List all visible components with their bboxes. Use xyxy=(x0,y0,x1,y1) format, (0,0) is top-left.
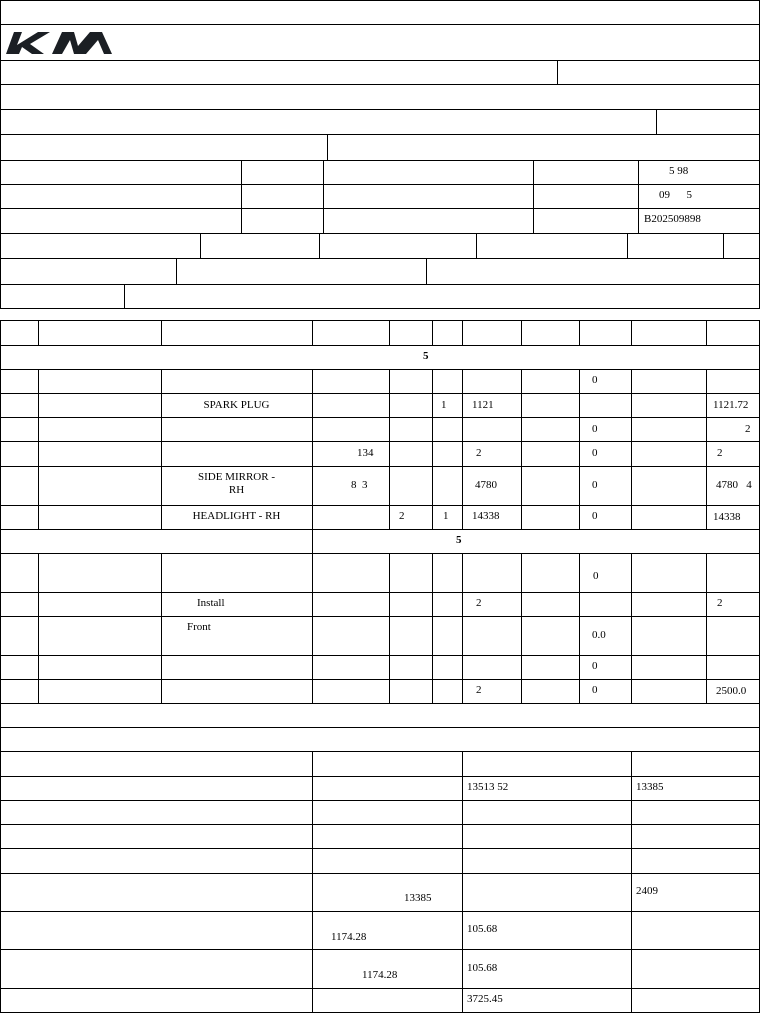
header-value-1: 5 98 xyxy=(669,165,689,177)
parts-row-6-description: HEADLIGHT - RH xyxy=(192,510,281,522)
labour-row-5-col10: 2500.0 xyxy=(716,685,747,697)
labour-row-5-col8: 0 xyxy=(592,684,598,696)
parts-row-1-col8: 0 xyxy=(592,374,598,386)
parts-row-3-col10: 2 xyxy=(745,423,751,435)
parts-row-6-col5: 1 xyxy=(443,510,449,522)
parts-row-2-col10: 1121.72 xyxy=(713,399,749,411)
parts-row-6-col10: 14338 xyxy=(713,511,741,523)
totals-row-1-col3: 13513 52 xyxy=(467,781,509,793)
parts-row-6-col8: 0 xyxy=(592,510,598,522)
parts-row-4-col3: 134 xyxy=(357,447,374,459)
parts-row-3-col8: 0 xyxy=(592,423,598,435)
parts-row-5-col3: 8 3 xyxy=(351,479,368,491)
parts-row-6-col4: 2 xyxy=(399,510,405,522)
parts-row-4-col8: 0 xyxy=(592,447,598,459)
labour-row-4-col8: 0 xyxy=(592,660,598,672)
totals-row-7-col2: 1174.28 xyxy=(362,969,398,981)
kia-logo-mark xyxy=(6,32,112,54)
totals-row-7-col3: 105.68 xyxy=(467,962,498,974)
parts-row-6-col6: 14338 xyxy=(472,510,500,522)
parts-row-5-col10: 4780 4 xyxy=(716,479,752,491)
labour-row-3-description: Front xyxy=(187,621,211,633)
parts-row-2-col5: 1 xyxy=(441,399,447,411)
parts-row-4-col10: 2 xyxy=(717,447,723,459)
parts-row-5-description: SIDE MIRROR - RH xyxy=(197,471,275,496)
parts-row-5-col8: 0 xyxy=(592,479,598,491)
labour-section-title: 5 xyxy=(456,534,462,546)
totals-row-1-col4: 13385 xyxy=(636,781,664,793)
parts-section-title: 5 xyxy=(423,350,429,362)
parts-row-2-col6: 1121 xyxy=(472,399,494,411)
labour-row-5-col6: 2 xyxy=(476,684,482,696)
kia-logo xyxy=(4,28,124,56)
totals-row-5-col2: 13385 xyxy=(404,892,432,904)
parts-row-5-col6: 4780 xyxy=(475,479,497,491)
labour-row-2-description: Install xyxy=(197,597,225,609)
labour-row-2-col10: 2 xyxy=(717,597,723,609)
totals-row-8-col3: 3725.45 xyxy=(467,993,503,1005)
parts-row-2-description: SPARK PLUG xyxy=(203,399,270,411)
totals-row-6-col2: 1174.28 xyxy=(331,931,367,943)
parts-row-4-col6: 2 xyxy=(476,447,482,459)
header-value-3: B202509898 xyxy=(644,213,701,225)
labour-row-3-col8: 0.0 xyxy=(592,629,606,641)
labour-row-2-col6: 2 xyxy=(476,597,482,609)
labour-row-1-col8: 0 xyxy=(593,570,599,582)
totals-row-6-col3: 105.68 xyxy=(467,923,498,935)
header-value-2: 09 5 xyxy=(659,189,692,201)
totals-row-5-col4: 2409 xyxy=(636,885,658,897)
